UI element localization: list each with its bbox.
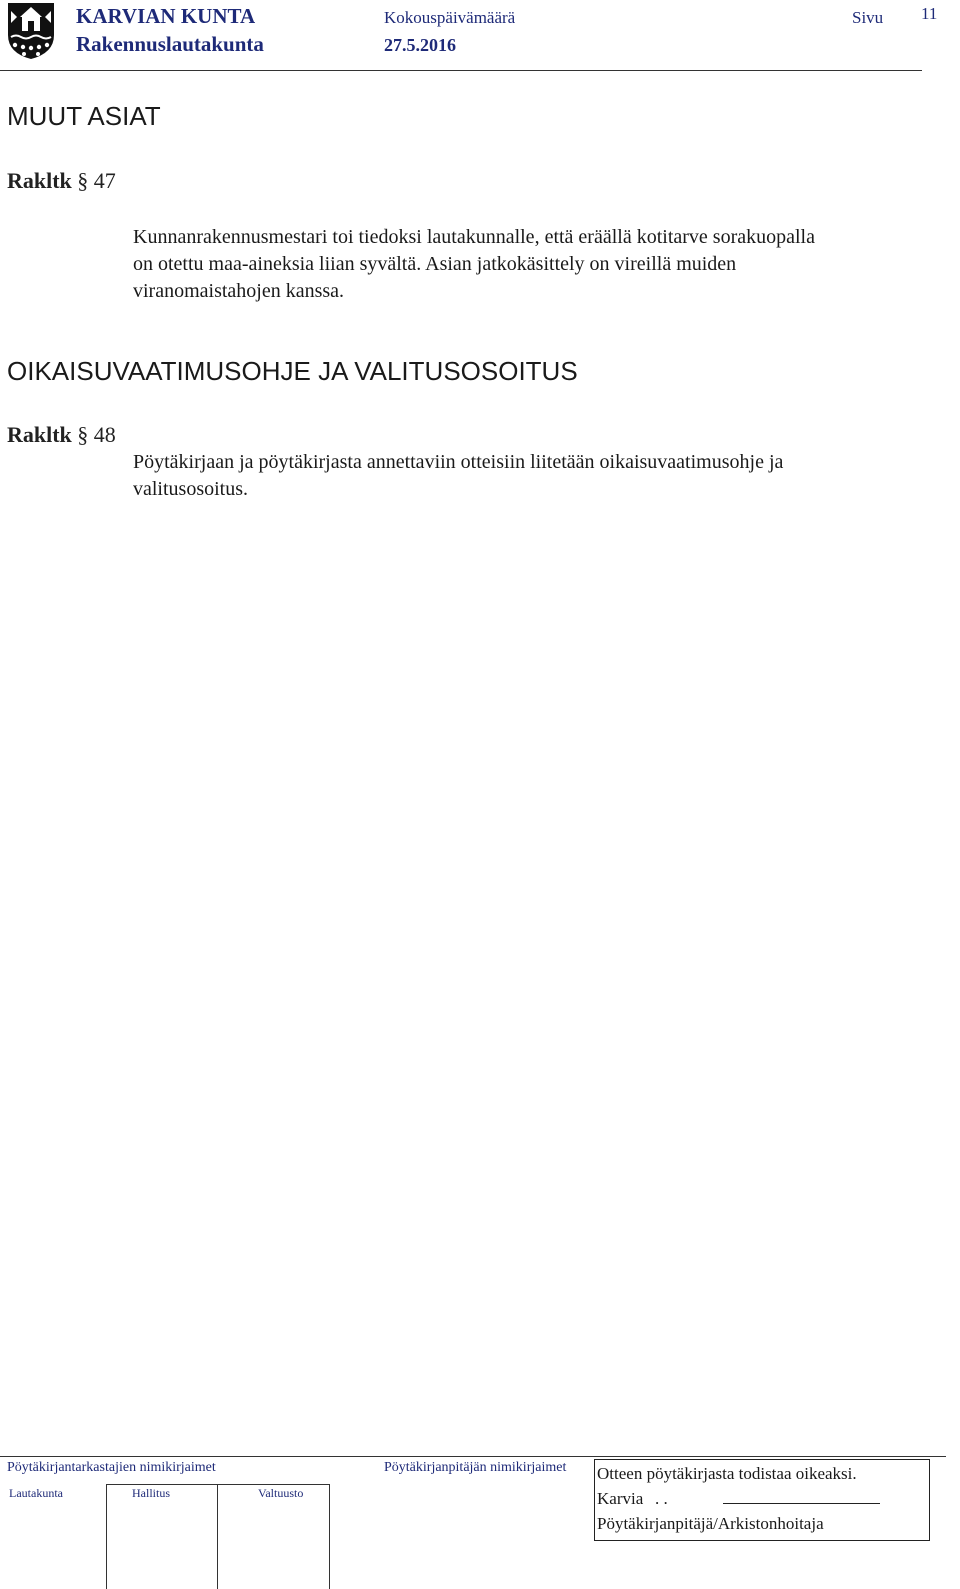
meeting-date-label: Kokouspäivämäärä	[384, 8, 516, 27]
footer-divider	[0, 1456, 946, 1457]
header-divider	[0, 70, 922, 71]
meeting-date: 27.5.2016	[384, 35, 456, 55]
board-name: Rakennuslautakunta	[76, 32, 264, 56]
paragraph-prefix: Rakltk	[7, 422, 72, 447]
certification-stamp	[594, 1459, 930, 1541]
text-line: Kunnanrakennusmestari toi tiedoksi lautakunnalle, että eräällä kotitarve sorakuopalla	[133, 226, 815, 248]
stamp-place: Karvia	[597, 1489, 644, 1508]
stamp-signer: Pöytäkirjanpitäjä/Arkistonhoitaja	[597, 1514, 824, 1533]
section-sign-icon: §	[77, 422, 89, 447]
paragraph-label	[7, 168, 116, 194]
initials-grid-top-rule	[106, 1484, 330, 1485]
municipality-name: KARVIAN KUNTA	[76, 4, 256, 28]
section-sign-icon: §	[77, 168, 89, 193]
paragraph-number: 48	[93, 422, 116, 447]
page-label: Sivu	[852, 8, 884, 27]
column-valtuusto: Valtuusto	[258, 1486, 304, 1500]
paragraph-number: 47	[93, 168, 116, 193]
text-line: viranomaistahojen kanssa.	[133, 280, 345, 302]
column-lautakunta: Lautakunta	[9, 1486, 63, 1500]
municipal-coat-of-arms-icon	[6, 1, 56, 61]
inspectors-initials-label: Pöytäkirjantarkastajien nimikirjaimet	[7, 1460, 216, 1475]
text-line: on otettu maa-aineksia liian syvältä. Asian jatkokäsittely on vireillä muiden	[133, 253, 737, 275]
column-divider	[217, 1485, 218, 1589]
page-number: 11	[921, 4, 938, 23]
secretary-initials-label: Pöytäkirjanpitäjän nimikirjaimet	[384, 1460, 567, 1475]
column-hallitus: Hallitus	[132, 1486, 170, 1500]
paragraph-label	[7, 422, 116, 448]
section-title: OIKAISUVAATIMUSOHJE JA VALITUSOSOITUS	[7, 356, 578, 386]
paragraph-prefix: Rakltk	[7, 168, 72, 193]
stamp-date-dots: . .	[655, 1489, 668, 1508]
paragraph-body	[133, 449, 783, 503]
page-footer	[0, 1452, 960, 1589]
text-line: valitusosoitus.	[133, 478, 249, 500]
text-line: Pöytäkirjaan ja pöytäkirjasta annettaviin otteisiin liitetään oikaisuvaatimusohje ja	[133, 451, 784, 473]
column-divider	[106, 1485, 107, 1589]
section-title: MUUT ASIAT	[7, 101, 161, 131]
signature-line	[723, 1503, 880, 1504]
column-divider	[329, 1485, 330, 1589]
paragraph-body	[133, 224, 815, 305]
stamp-certify-text: Otteen pöytäkirjasta todistaa oikeaksi.	[597, 1464, 857, 1483]
